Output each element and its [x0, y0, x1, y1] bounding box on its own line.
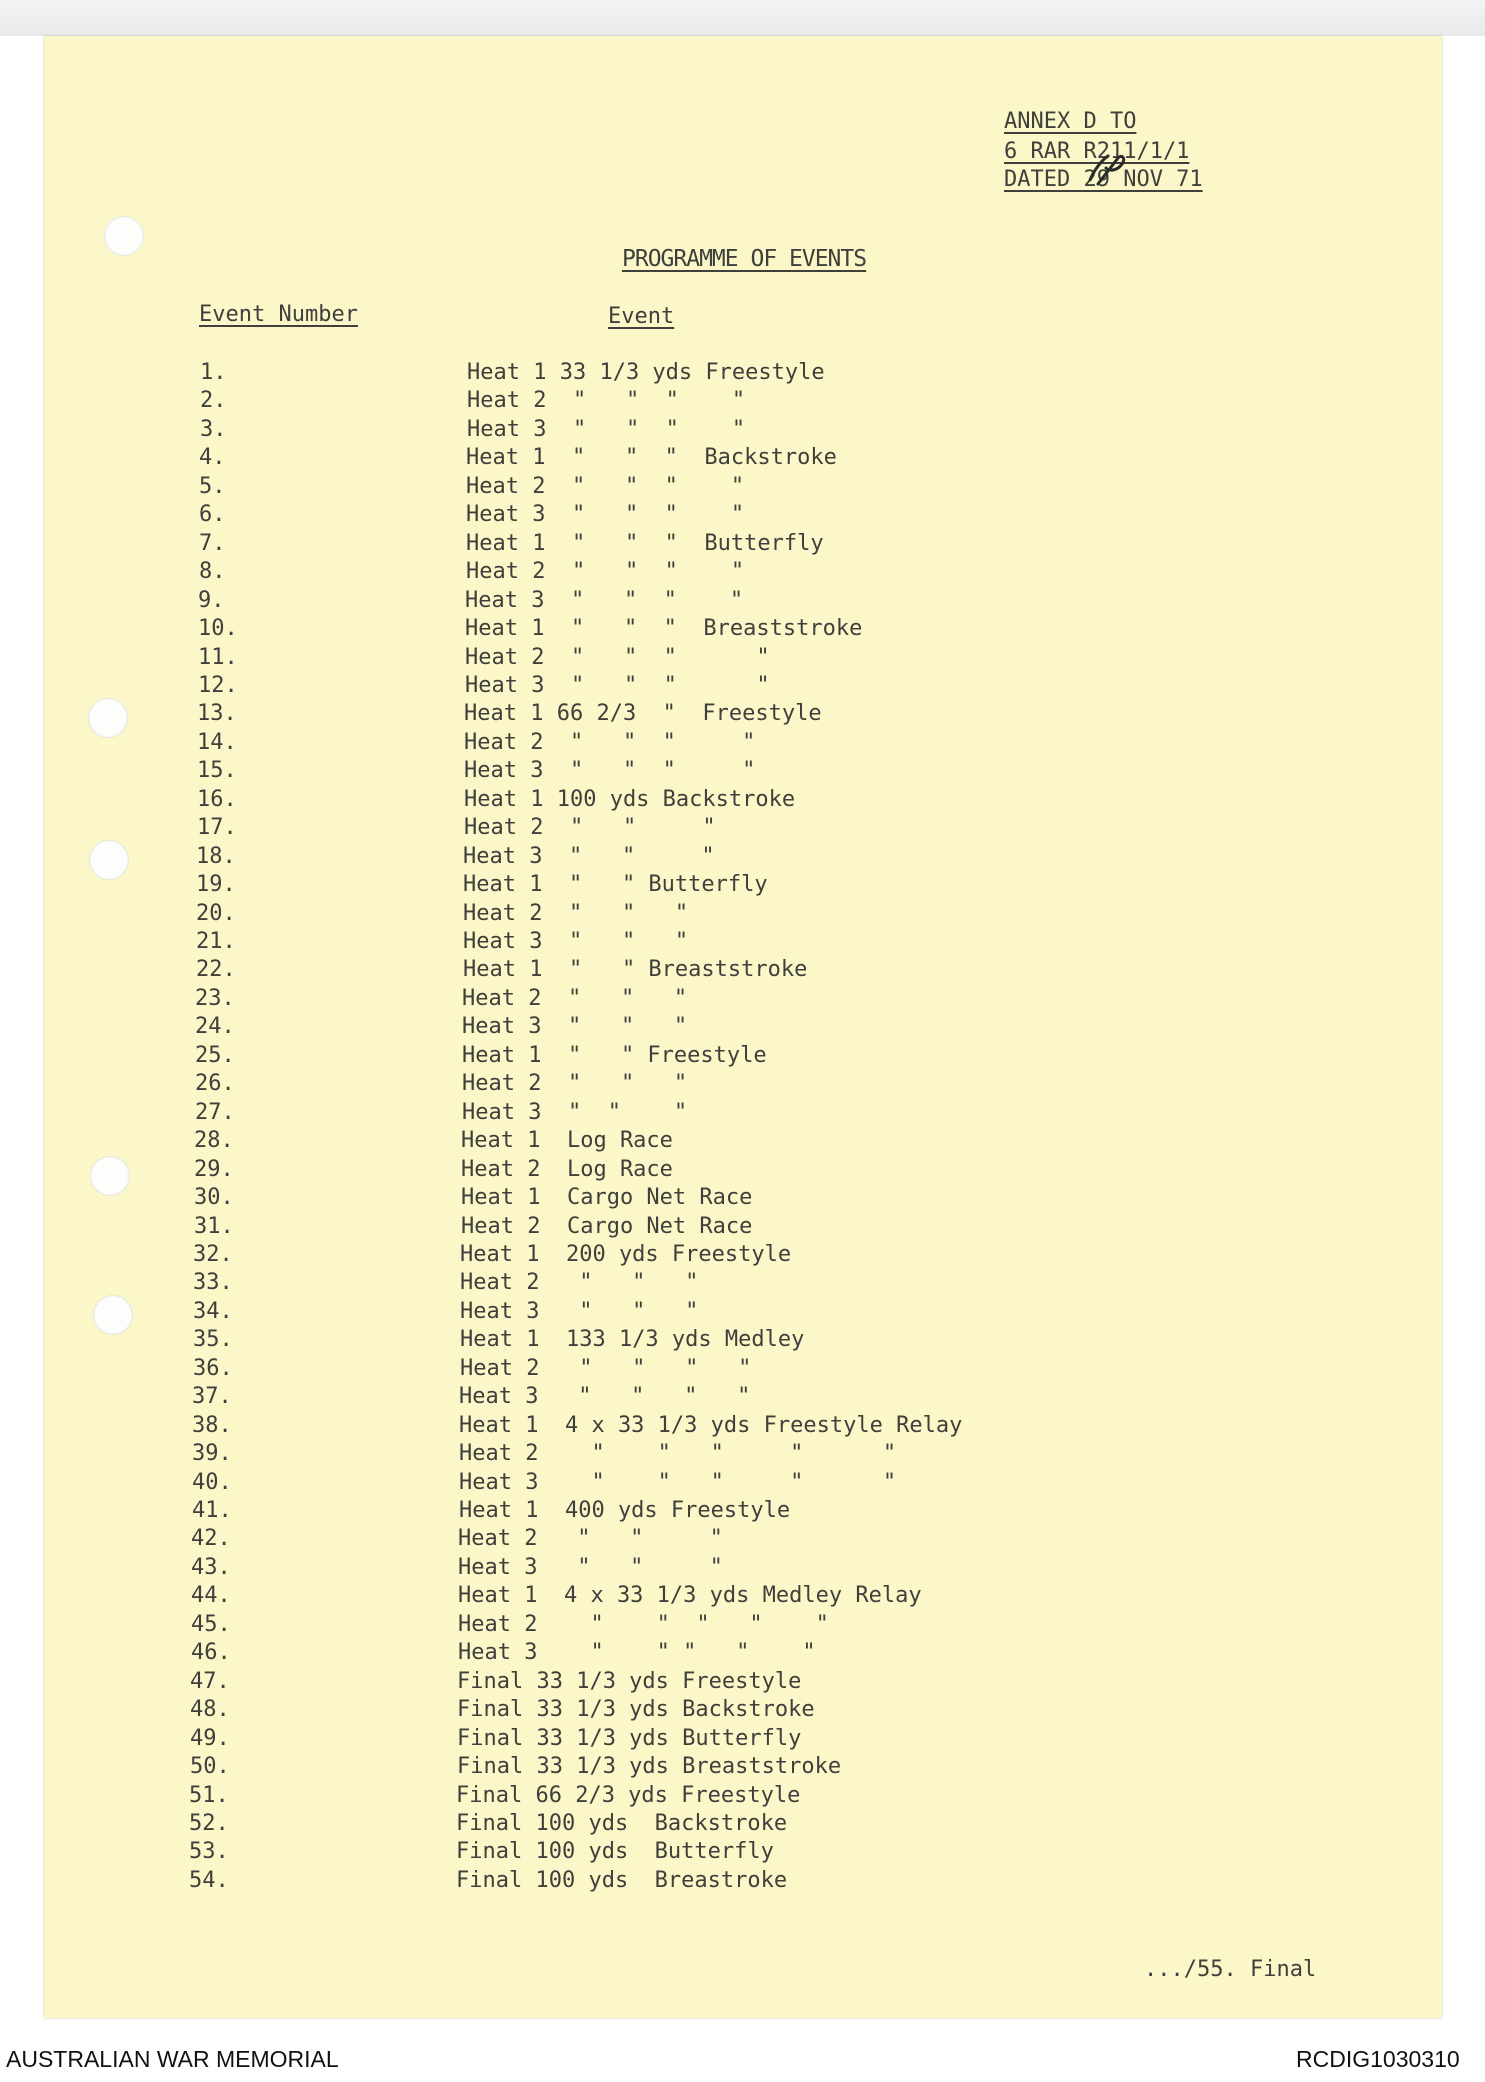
event-number: 43.	[191, 1555, 231, 1580]
event-number: 46.	[191, 1640, 231, 1665]
event-number: 28.	[194, 1128, 234, 1153]
event-description: Heat 1 100 yds Backstroke	[464, 787, 796, 812]
event-number: 52.	[189, 1811, 229, 1836]
handwritten-date-mark	[1084, 150, 1130, 190]
annex-line-1: ANNEX D TO	[1004, 109, 1137, 134]
event-number: 3.	[200, 417, 227, 442]
event-description: Heat 2 " " "	[458, 1526, 723, 1551]
event-number: 32.	[193, 1242, 233, 1267]
event-number: 39.	[192, 1441, 232, 1466]
event-number: 6.	[199, 502, 226, 527]
event-number: 8.	[199, 559, 226, 584]
event-description: Heat 3 " " "	[460, 1299, 699, 1324]
punch-hole	[89, 840, 129, 880]
event-number: 4.	[199, 445, 226, 470]
event-description: Final 100 yds Butterfly	[456, 1839, 774, 1864]
event-description: Heat 1 33 1/3 yds Freestyle	[467, 360, 825, 385]
event-description: Heat 2 Cargo Net Race	[461, 1214, 753, 1239]
punch-hole	[88, 698, 128, 738]
event-number: 33.	[193, 1270, 233, 1295]
event-description: Heat 2 " " " "	[460, 1356, 752, 1381]
event-description: Heat 3 " " " "	[466, 502, 745, 527]
continuation-note: .../55. Final	[1144, 1957, 1317, 1982]
event-number: 19.	[196, 872, 236, 897]
column-header-event: Event	[608, 304, 675, 329]
event-number: 38.	[192, 1413, 232, 1438]
event-number: 9.	[198, 588, 225, 613]
event-description: Heat 1 66 2/3 " Freestyle	[464, 701, 822, 726]
event-description: Heat 3 " " " "	[464, 758, 756, 783]
event-number: 51.	[189, 1783, 229, 1808]
event-number: 27.	[195, 1100, 235, 1125]
event-description: Heat 3 " " "	[462, 1100, 688, 1125]
event-description: Heat 1 Log Race	[461, 1128, 673, 1153]
event-description: Heat 2 " " "	[464, 815, 716, 840]
event-number: 26.	[195, 1071, 235, 1096]
event-number: 35.	[193, 1327, 233, 1352]
event-number: 15.	[197, 758, 237, 783]
event-number: 31.	[194, 1214, 234, 1239]
annex-line-3: DATED 29 NOV 71	[1004, 167, 1203, 192]
event-number: 24.	[195, 1014, 235, 1039]
event-number: 10.	[198, 616, 238, 641]
punch-hole	[90, 1156, 130, 1196]
event-description: Final 33 1/3 yds Freestyle	[457, 1669, 802, 1694]
event-number: 34.	[193, 1299, 233, 1324]
event-description: Heat 1 Cargo Net Race	[461, 1185, 753, 1210]
event-description: Heat 2 " " " "	[465, 645, 770, 670]
event-description: Final 33 1/3 yds Butterfly	[457, 1726, 802, 1751]
event-description: Heat 3 " " " " "	[458, 1640, 816, 1665]
event-description: Heat 3 " " " "	[465, 588, 744, 613]
event-description: Heat 2 " " "	[462, 986, 688, 1011]
event-number: 1.	[200, 360, 227, 385]
event-description: Heat 2 " " " "	[467, 388, 746, 413]
event-description: Heat 2 " " " " "	[458, 1612, 829, 1637]
event-number: 49.	[190, 1726, 230, 1751]
event-number: 16.	[197, 787, 237, 812]
event-number: 12.	[198, 673, 238, 698]
event-number: 22.	[196, 957, 236, 982]
event-description: Heat 2 " " " "	[466, 474, 745, 499]
event-number: 53.	[189, 1839, 229, 1864]
event-number: 17.	[197, 815, 237, 840]
event-description: Heat 2 " " " " "	[459, 1441, 897, 1466]
event-number: 18.	[196, 844, 236, 869]
punch-hole	[93, 1295, 133, 1335]
event-number: 30.	[194, 1185, 234, 1210]
event-description: Heat 1 400 yds Freestyle	[459, 1498, 791, 1523]
event-description: Heat 1 " " " Breaststroke	[465, 616, 863, 641]
event-number: 7.	[199, 531, 226, 556]
event-number: 2.	[200, 388, 227, 413]
event-description: Final 100 yds Breastroke	[456, 1868, 788, 1893]
event-number: 40.	[192, 1470, 232, 1495]
event-description: Final 33 1/3 yds Breaststroke	[457, 1754, 842, 1779]
event-number: 5.	[199, 474, 226, 499]
event-description: Heat 2 Log Race	[461, 1157, 673, 1182]
event-number: 47.	[190, 1669, 230, 1694]
event-description: Heat 3 " " "	[463, 929, 689, 954]
event-description: Heat 3 " " "	[458, 1555, 723, 1580]
event-number: 54.	[189, 1868, 229, 1893]
event-number: 36.	[193, 1356, 233, 1381]
event-description: Heat 2 " " "	[460, 1270, 699, 1295]
event-number: 23.	[195, 986, 235, 1011]
annex-line-2: 6 RAR R211/1/1	[1004, 139, 1190, 164]
event-number: 13.	[197, 701, 237, 726]
punch-hole	[104, 216, 144, 256]
event-number: 50.	[190, 1754, 230, 1779]
event-number: 41.	[192, 1498, 232, 1523]
event-description: Heat 2 " " "	[462, 1071, 688, 1096]
event-description: Heat 3 " " "	[463, 844, 715, 869]
event-description: Heat 3 " " " "	[465, 673, 770, 698]
event-description: Heat 1 " " " Backstroke	[466, 445, 837, 470]
footer-record-id: RCDIG1030310	[1296, 2046, 1460, 2072]
scan-background	[0, 0, 1485, 36]
column-header-event-number: Event Number	[199, 302, 358, 327]
event-description: Heat 1 133 1/3 yds Medley	[460, 1327, 805, 1352]
event-description: Heat 1 200 yds Freestyle	[460, 1242, 792, 1267]
event-description: Heat 2 " " " "	[464, 730, 756, 755]
event-number: 29.	[194, 1157, 234, 1182]
event-description: Final 33 1/3 yds Backstroke	[457, 1697, 815, 1722]
event-description: Final 66 2/3 yds Freestyle	[456, 1783, 801, 1808]
event-description: Final 100 yds Backstroke	[456, 1811, 788, 1836]
event-number: 25.	[195, 1043, 235, 1068]
event-number: 11.	[198, 645, 238, 670]
event-description: Heat 1 4 x 33 1/3 yds Freestyle Relay	[459, 1413, 963, 1438]
event-description: Heat 1 4 x 33 1/3 yds Medley Relay	[458, 1583, 922, 1608]
event-description: Heat 3 " " "	[462, 1014, 688, 1039]
event-description: Heat 1 " " Butterfly	[463, 872, 768, 897]
event-description: Heat 1 " " " Butterfly	[466, 531, 824, 556]
event-number: 21.	[196, 929, 236, 954]
event-description: Heat 1 " " Freestyle	[462, 1043, 767, 1068]
event-description: Heat 2 " " "	[463, 901, 689, 926]
footer-source: AUSTRALIAN WAR MEMORIAL	[6, 2046, 339, 2072]
event-number: 44.	[191, 1583, 231, 1608]
event-number: 37.	[192, 1384, 232, 1409]
event-number: 42.	[191, 1526, 231, 1551]
event-description: Heat 3 " " " "	[467, 417, 746, 442]
event-description: Heat 2 " " " "	[466, 559, 745, 584]
page-title: PROGRAMME OF EVENTS	[622, 246, 867, 272]
event-number: 45.	[191, 1612, 231, 1637]
event-description: Heat 3 " " " " "	[459, 1470, 897, 1495]
event-description: Heat 3 " " " "	[459, 1384, 751, 1409]
event-number: 14.	[197, 730, 237, 755]
event-number: 20.	[196, 901, 236, 926]
event-number: 48.	[190, 1697, 230, 1722]
event-description: Heat 1 " " Breaststroke	[463, 957, 808, 982]
